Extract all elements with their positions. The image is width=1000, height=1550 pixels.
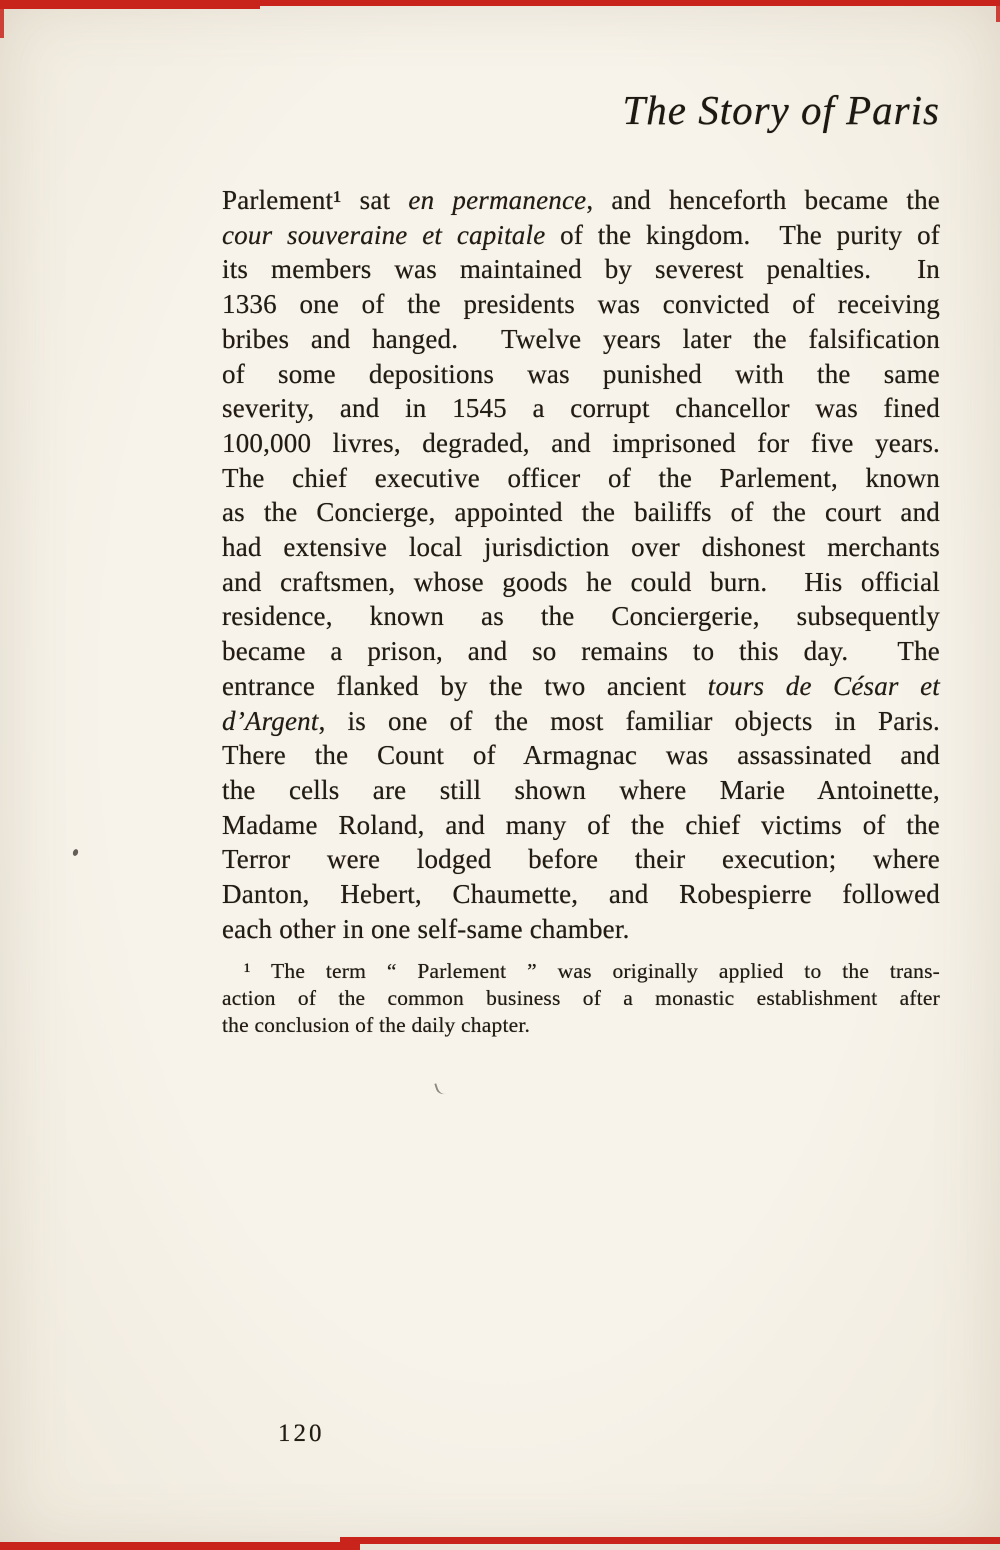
text-segment: the cells are still shown where Marie Antoinette, [222, 774, 940, 805]
text-segment: Terror were lodged before their execution; where [222, 844, 940, 875]
page-number: 120 [278, 1420, 325, 1447]
text-segment: 1336 one of the presidents was convicted of receiving [222, 289, 940, 320]
text-line [222, 252, 940, 287]
text-line [222, 599, 940, 634]
text-segment: The chief executive officer of the Parlement, known [222, 462, 940, 493]
scan-artifact-top-left-thick [0, 0, 260, 9]
text-segment: of the kingdom. The purity of [545, 219, 940, 250]
italic-text-segment: en permanence [408, 185, 587, 215]
text-line [222, 669, 940, 704]
footnote [222, 958, 940, 1039]
text-line [222, 565, 940, 600]
scan-artifact-bottom-right-line [340, 1537, 1000, 1544]
text-segment: each other in one self-same chamber. [222, 913, 630, 944]
scan-artifact-bottom-left-line [0, 1542, 360, 1550]
ink-tick-mark [434, 1081, 448, 1096]
text-line [222, 357, 940, 392]
text-segment: had extensive local jurisdiction over dishonest merchants [222, 532, 940, 563]
text-segment: residence, known as the Conciergerie, subsequently [222, 601, 940, 632]
text-line [222, 1012, 940, 1039]
scan-artifact-left-edge [0, 0, 4, 38]
italic-text-segment: cour souveraine et capitale [222, 219, 546, 250]
text-segment: bribes and hanged. Twelve years later the falsification [222, 323, 940, 354]
text-segment: the conclusion of the daily chapter. [222, 1013, 531, 1037]
text-segment: of some depositions was punished with the same [222, 358, 940, 389]
text-line [222, 218, 940, 253]
text-segment: its members was maintained by severest penalties. In [222, 254, 940, 285]
text-line [222, 842, 940, 877]
text-line [222, 958, 940, 985]
text-line [222, 634, 940, 669]
text-segment: Parlement¹ sat [222, 185, 409, 215]
text-line [222, 426, 940, 461]
text-line [222, 183, 940, 218]
text-segment: as the Concierge, appointed the bailiffs of the court and [222, 497, 940, 528]
text-line [222, 287, 940, 322]
ink-spot [72, 848, 79, 856]
text-line [222, 773, 940, 808]
text-line [222, 877, 940, 912]
text-segment: severity, and in 1545 a corrupt chancellor was fined [222, 393, 940, 424]
text-segment: There the Count of Armagnac was assassinated and [222, 740, 940, 771]
text-segment: entrance flanked by the two ancient [222, 670, 708, 701]
scan-artifact-right-edge [996, 0, 1000, 22]
text-line [222, 461, 940, 496]
text-segment: , is one of the most familiar objects in Paris. [318, 705, 940, 736]
text-line [222, 530, 940, 565]
text-line [222, 985, 940, 1012]
text-line [222, 391, 940, 426]
text-line [222, 808, 940, 843]
text-line [222, 495, 940, 530]
text-line [222, 704, 940, 739]
text-segment: Madame Roland, and many of the chief victims of the [222, 809, 940, 840]
text-segment: , and henceforth became the [586, 185, 940, 215]
text-line [222, 322, 940, 357]
text-segment: and craftsmen, whose goods he could burn. His official [222, 566, 940, 597]
text-segment: 100,000 livres, degraded, and imprisoned for five years. [222, 427, 940, 458]
text-segment: became a prison, and so remains to this day. The [222, 636, 940, 667]
running-header-title: The Story of Paris [622, 87, 940, 133]
body-paragraph [222, 183, 940, 946]
text-line [222, 912, 940, 947]
text-segment: action of the common business of a monastic establishment after [222, 986, 940, 1010]
italic-text-segment: d’Argent [222, 705, 319, 736]
italic-text-segment: tours de César et [707, 670, 940, 701]
text-line [222, 738, 940, 773]
text-segment: ¹ The term “ Parlement ” was originally applied to the trans- [244, 959, 940, 983]
text-segment: Danton, Hebert, Chaumette, and Robespierre followed [222, 879, 940, 910]
